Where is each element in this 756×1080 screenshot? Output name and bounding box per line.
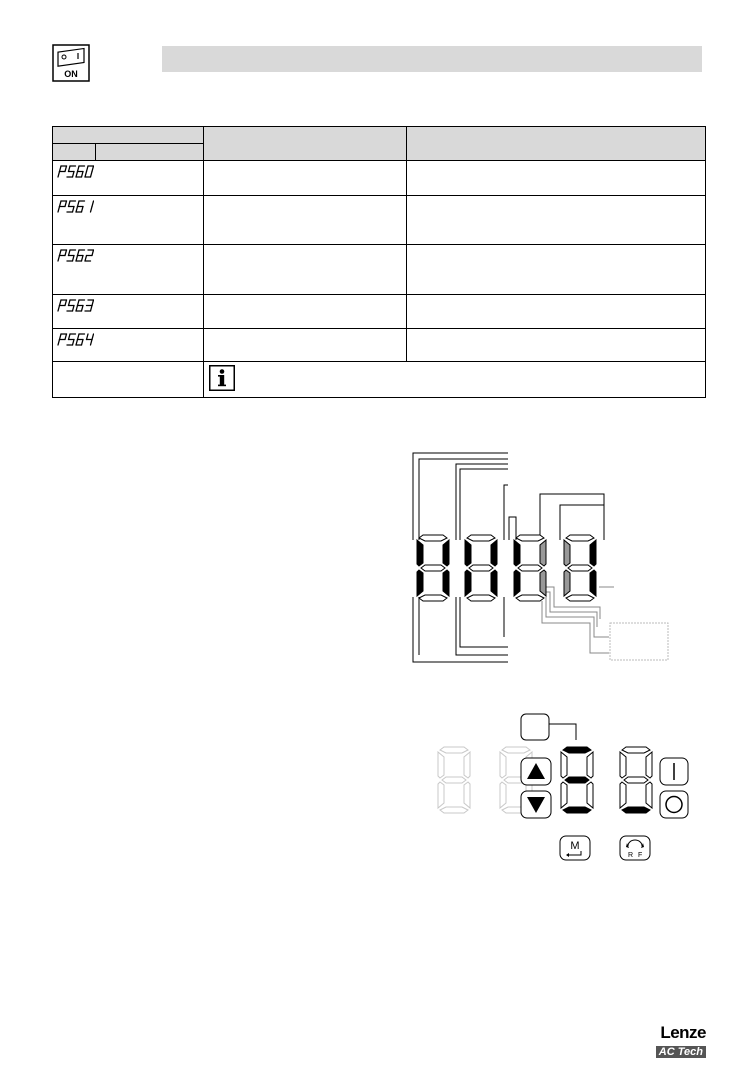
forward-label: F bbox=[638, 852, 643, 859]
segment-d bbox=[622, 807, 650, 813]
segment-c bbox=[443, 570, 449, 596]
segment-a bbox=[622, 747, 650, 753]
param-code-P561 bbox=[56, 199, 94, 215]
keypad-digit-3 bbox=[561, 747, 593, 813]
segment-b bbox=[540, 540, 546, 566]
segment-a bbox=[516, 535, 544, 541]
segment-a bbox=[467, 535, 495, 541]
param-code-display bbox=[53, 329, 96, 348]
display-digit-1 bbox=[417, 535, 449, 601]
display-digit-3 bbox=[514, 535, 546, 601]
segment-f bbox=[514, 540, 520, 566]
segment-a bbox=[566, 535, 594, 541]
segment-c bbox=[491, 570, 497, 596]
direction-button[interactable] bbox=[620, 836, 650, 860]
sub-brand-name: AC Tech bbox=[656, 1046, 706, 1058]
segment-c bbox=[464, 782, 470, 808]
table-row bbox=[53, 161, 706, 196]
segment-b bbox=[464, 752, 470, 778]
param-code-display bbox=[53, 245, 96, 264]
reverse-label: R bbox=[628, 852, 634, 859]
stop-button[interactable] bbox=[660, 791, 688, 818]
keypad-diagram bbox=[430, 712, 700, 880]
info-icon bbox=[209, 365, 235, 396]
segment-e bbox=[564, 570, 570, 596]
power-on-switch-icon bbox=[52, 44, 90, 82]
segment-a bbox=[419, 535, 447, 541]
table-header-col2 bbox=[204, 127, 407, 161]
brand-name: Lenze bbox=[660, 1023, 706, 1042]
segment-d bbox=[419, 595, 447, 601]
segment-c bbox=[540, 570, 546, 596]
param-code-display bbox=[53, 295, 96, 314]
segment-a bbox=[502, 747, 530, 753]
mode-enter-button[interactable] bbox=[560, 836, 590, 860]
lenze-actech-logo bbox=[652, 1024, 706, 1060]
param-code-P562 bbox=[56, 248, 94, 264]
segment-e bbox=[438, 782, 444, 808]
table-header-name bbox=[96, 144, 204, 161]
table-row bbox=[53, 196, 706, 245]
segment-e bbox=[500, 782, 506, 808]
segment-f bbox=[438, 752, 444, 778]
segment-b bbox=[443, 540, 449, 566]
param-code-P563 bbox=[56, 298, 94, 314]
table-row-note bbox=[53, 362, 706, 398]
segment-g bbox=[518, 565, 542, 571]
segment-f bbox=[465, 540, 471, 566]
segment-c bbox=[587, 782, 593, 808]
segment-f bbox=[620, 752, 626, 778]
segment-d bbox=[467, 595, 495, 601]
segment-f bbox=[564, 540, 570, 566]
segment-e bbox=[561, 782, 567, 808]
param-code-display bbox=[53, 196, 96, 215]
segment-c bbox=[646, 782, 652, 808]
table-row bbox=[53, 245, 706, 295]
table-header-code bbox=[53, 144, 96, 161]
table-row bbox=[53, 295, 706, 329]
param-code-P564 bbox=[56, 332, 94, 348]
keypad-digit-1 bbox=[438, 747, 470, 813]
segment-f bbox=[500, 752, 506, 778]
section-header-bar bbox=[162, 46, 702, 72]
segment-d bbox=[563, 807, 591, 813]
segment-b bbox=[491, 540, 497, 566]
down-arrow-button[interactable] bbox=[521, 791, 551, 818]
up-arrow-button[interactable] bbox=[521, 758, 551, 785]
segment-g bbox=[565, 777, 589, 783]
segment-a bbox=[440, 747, 468, 753]
param-code-P560 bbox=[56, 164, 94, 180]
table-row bbox=[53, 329, 706, 362]
run-button[interactable] bbox=[660, 758, 688, 785]
segment-g bbox=[624, 777, 648, 783]
display-segment-diagram bbox=[404, 447, 674, 669]
table-header-col3 bbox=[407, 127, 706, 161]
segment-c bbox=[590, 570, 596, 596]
table-header-parameter bbox=[53, 127, 204, 144]
keypad-digit-4 bbox=[620, 747, 652, 813]
segment-e bbox=[514, 570, 520, 596]
segment-e bbox=[465, 570, 471, 596]
segment-g bbox=[568, 565, 592, 571]
segment-a bbox=[563, 747, 591, 753]
segment-f bbox=[561, 752, 567, 778]
segment-b bbox=[646, 752, 652, 778]
segment-d bbox=[516, 595, 544, 601]
segment-d bbox=[566, 595, 594, 601]
mode-key-label: M bbox=[570, 840, 580, 852]
segment-b bbox=[590, 540, 596, 566]
segment-e bbox=[417, 570, 423, 596]
segment-g bbox=[469, 565, 493, 571]
on-label: ON bbox=[64, 69, 78, 79]
segment-f bbox=[417, 540, 423, 566]
segment-d bbox=[440, 807, 468, 813]
segment-g bbox=[421, 565, 445, 571]
param-code-display bbox=[53, 161, 96, 180]
segment-b bbox=[587, 752, 593, 778]
display-digit-2 bbox=[465, 535, 497, 601]
segment-g bbox=[442, 777, 466, 783]
parameter-table bbox=[52, 126, 706, 398]
display-digit-4 bbox=[564, 535, 596, 601]
segment-e bbox=[620, 782, 626, 808]
